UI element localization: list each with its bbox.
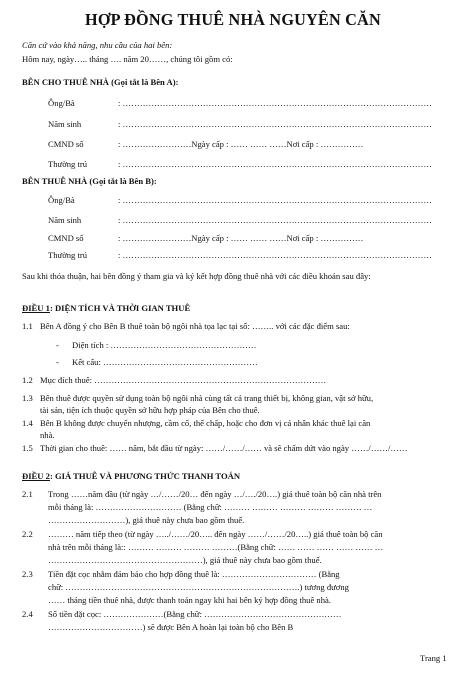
party-a-name-label: Ông/Bà: [48, 98, 75, 108]
party-b-address-value: : ………………………………………………………………………………………………: [118, 250, 432, 260]
item-1-2-number: 1.2: [22, 375, 33, 385]
item-2-3-text-2: chữ: ……………………………………………………………………….) tương đương: [48, 582, 349, 592]
item-1-3-text-2: tài sản, tiện ích thuộc quyền sở hữu hợp pháp của Bên cho thuê.: [40, 405, 260, 415]
item-2-1-text-2: mỗi tháng là: ………………………… (Bằng chữ: ……… ……… ……… ……… ……… …: [48, 502, 373, 512]
basis-line: Căn cứ vào khả năng, nhu cầu của hai bên:: [22, 40, 173, 50]
date-line: Hôm nay, ngày….. tháng …. năm 20……, chúng tôi gồm có:: [22, 54, 233, 64]
item-1-4-number: 1.4: [22, 418, 33, 428]
article-1-heading: [22, 303, 190, 313]
item-1-1-text: Bên A đồng ý cho Bên B thuê toàn bộ ngôi nhà tọa lạc tại số: …….. với các đặc điểm sau:: [40, 321, 350, 331]
item-2-3-number: 2.3: [22, 569, 33, 579]
article-1-title: : DIỆN TÍCH VÀ THỜI GIAN THUÊ: [49, 303, 191, 313]
item-2-2-text-2: nhà trên mỗi tháng là:: ……… ……… ……… ………(Bằng chữ: …… …… …… …… …… …: [48, 542, 384, 552]
party-a-address-value: : ………………………………………………………………………………………………: [118, 159, 432, 169]
item-2-1-text-1: Trong ……năm đầu (từ ngày …/……/20… đến ngày …/…./20….) giá thuê toàn bộ căn nhà trên: [48, 489, 382, 499]
party-b-name-value: : ………………………………………………………………………………………………: [118, 195, 432, 205]
sub-area: Diện tích : ……………………………………………: [72, 340, 257, 350]
item-1-4-text-1: Bên B không được chuyển nhượng, cầm cố, thế chấp, hoặc cho đơn vị cá nhân khác thuê lại căn: [40, 418, 371, 428]
party-b-id-value: : ……………………Ngày cấp : …… …… ……Nơi cấp : ……………: [118, 233, 364, 243]
item-2-4-number: 2.4: [22, 609, 33, 619]
item-2-4-text-1: Số tiền đặt cọc: …………………(Bằng chữ: …………………………………………: [48, 609, 342, 619]
party-b-heading: BÊN THUÊ NHÀ (Gọi tắt là Bên B):: [22, 176, 157, 186]
party-b-birth-label: Năm sinh: [48, 215, 82, 225]
document-title: HỢP ĐỒNG THUÊ NHÀ NGUYÊN CĂN: [85, 10, 381, 29]
party-a-birth-value: : ………………………………………………………………………………………………: [118, 119, 432, 129]
party-a-id-value: : ……………………Ngày cấp : …… …… ……Nơi cấp : ……………: [118, 139, 364, 149]
agreement-line: Sau khi thỏa thuận, hai bên đồng ý tham gia và ký kết hợp đồng thuê nhà với các điều khoản sau đây:: [22, 271, 371, 281]
item-1-1-number: 1.1: [22, 321, 33, 331]
article-2-number: ĐIỀU 2: [22, 471, 50, 481]
party-a-birth-label: Năm sinh: [48, 119, 82, 129]
party-a-address-label: Thường trú: [48, 159, 88, 169]
item-2-2-text-1: ……… năm tiếp theo (từ ngày …../……/20….. đến ngày ……/……/20…..) giá thuê toàn bộ căn: [48, 529, 383, 539]
item-2-2-number: 2.2: [22, 529, 33, 539]
sub-structure: Kết cấu: ………………………………………………: [72, 357, 258, 367]
item-2-3-text-1: Tiền đặt cọc nhằm đảm bảo cho hợp đồng thuê là: …………………………… (Bằng: [48, 569, 340, 579]
sub-bullet-area: -: [56, 340, 59, 350]
party-a-id-label: CMND số: [48, 139, 84, 149]
party-b-address-label: Thường trú: [48, 250, 88, 260]
party-a-heading: BÊN CHO THUÊ NHÀ (Gọi tắt là Bên A):: [22, 77, 179, 87]
party-a-name-value: : ………………………………………………………………………………………………: [118, 98, 432, 108]
party-b-name-label: Ông/Bà: [48, 195, 75, 205]
item-1-3-number: 1.3: [22, 393, 33, 403]
item-2-1-number: 2.1: [22, 489, 33, 499]
party-b-birth-value: : ………………………………………………………………………………………………: [118, 215, 432, 225]
article-2-heading: [22, 471, 240, 481]
article-1-number: ĐIỀU 1: [22, 303, 50, 313]
item-2-4-text-2: ……………………………) sẽ được Bên A hoàn lại toàn bộ cho Bên B: [48, 622, 294, 632]
party-b-id-label: CMND số: [48, 233, 84, 243]
item-1-5-number: 1.5: [22, 443, 33, 453]
item-2-3-text-3: …… tháng tiền thuê nhà, được thanh toán ngay khi hai bên ký hợp đồng thuê nhà.: [48, 595, 331, 605]
item-1-5-text: Thời gian cho thuê: …… năm, bắt đầu từ ngày: ……/……/…… và sẽ chấm dứt vào ngày ……/……/……: [40, 443, 408, 453]
item-1-2-text: Mục đích thuê: ………………………………………………………………………: [40, 375, 327, 385]
page-number: Trang 1: [420, 653, 447, 663]
item-1-3-text-1: Bên thuê được quyền sử dụng toàn bộ ngôi nhà cùng tất cả trang thiết bị, không gian, vật sở hữu,: [40, 393, 374, 403]
article-2-title: : GIÁ THUÊ VÀ PHƯƠNG THỨC THANH TOÁN: [49, 471, 241, 481]
sub-bullet-structure: -: [56, 357, 59, 367]
item-2-2-text-3: ………………………………………………), giá thuê này chưa bao gồm thuế.: [48, 555, 322, 565]
item-1-4-text-2: nhà.: [40, 430, 55, 440]
item-2-1-text-3: ………………………), giá thuê này chưa bao gồm thuế.: [48, 515, 245, 525]
